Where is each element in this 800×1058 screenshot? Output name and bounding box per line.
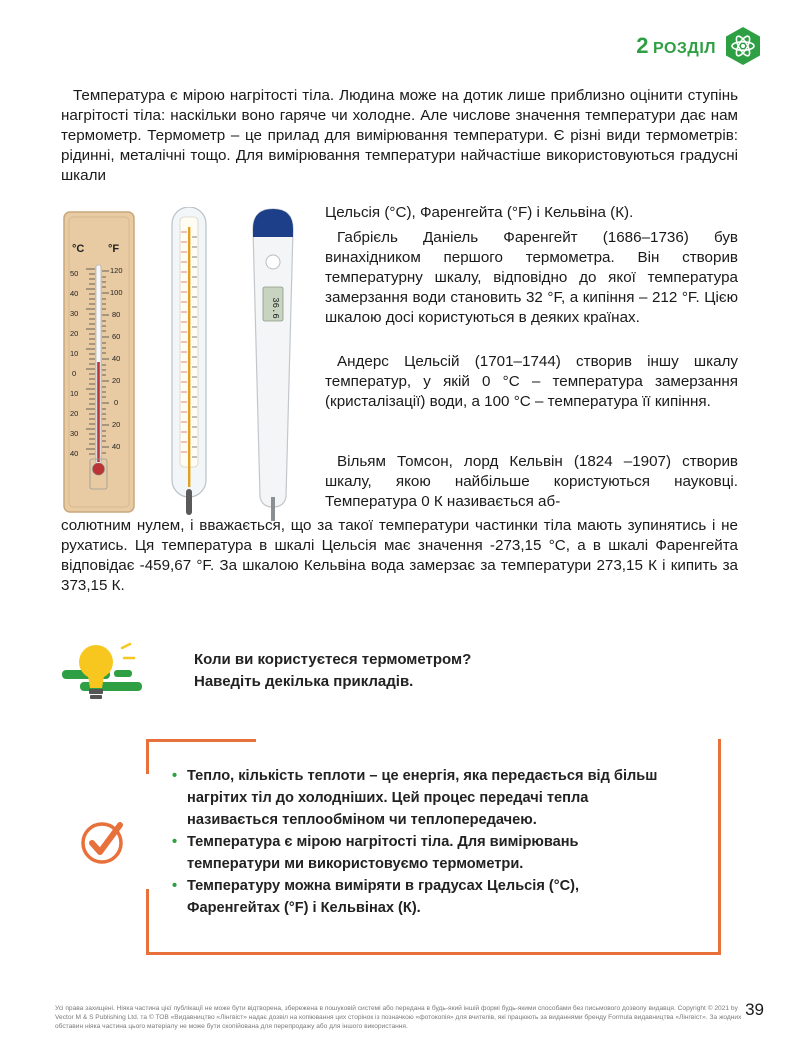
summary-item: • Температура є мірою нагрітості тіла. Для вимірювань температури ми використовуємо термометри. — [172, 831, 672, 875]
question-line-2: Наведіть декілька прикладів. — [194, 673, 414, 690]
question-line-1: Коли ви користуєтеся термометром? — [194, 651, 472, 668]
intro-paragraph: Температура є мірою нагрітості тіла. Людина може на дотик лише приблизно оцінити ступінь нагрітості тіла: наскільки воно гаряче чи холодне. Але числове значення температури дає нам термометр. Термометр – це прилад для вимірювання температури. Є різні види термометрів: рідинні, металічні тощо. Для вимірювання температури найчастіше використовуються градусні шкали — [61, 87, 738, 184]
f-tick: 100 — [110, 288, 123, 297]
checkmark-circle-icon — [80, 817, 128, 865]
wooden-thermometer — [64, 212, 134, 512]
c-tick: 30 — [70, 309, 79, 318]
f-tick: 120 — [110, 266, 123, 275]
copyright-footer: Усі права захищені. Ніяка частина цієї публікації не може бути відтворена, збережена в пошуковій системі або передана в будь-який іншій формі будь-якими способами без письмового дозволу видавця. Copyright © 2021 by Vector M & S Publishing Ltd. та © ТОВ «Видавництво «Лінгвіст» надає дозвіл на копіювання цих сторінок із позначкою «фотокопія» для вчителів, які працюють за виданнями бренду Formula видавництва «Лінгвіст». За жодних обставин ніяка частина цього матеріалу не може бути скопійована для перепродажу або для іншого використання. — [55, 1005, 742, 1030]
celsius-paragraph: Андерс Цельсій (1701–1744) створив іншу шкалу температур, у якій 0 °С – температура замерзання (кристалізації) води, а 100 °С – температура її кипіння. — [325, 353, 738, 410]
chapter-header — [636, 26, 762, 66]
celsius-label: °C — [72, 243, 85, 255]
c-tick: 20 — [70, 409, 79, 418]
fahrenheit-label: °F — [108, 243, 120, 255]
kelvin-paragraph-start: Вільям Томсон, лорд Кельвін (1824 –1907) створив шкалу, якою найбільше користуються науковці. Температура 0 К називається аб- — [325, 453, 738, 510]
chapter-label — [636, 33, 716, 59]
thermometers-figure — [60, 207, 310, 532]
chapter-word: РОЗДІЛ — [653, 40, 716, 57]
f-tick: 80 — [112, 310, 121, 319]
atom-hexagon-icon — [724, 26, 762, 66]
c-tick: 30 — [70, 429, 79, 438]
c-tick: 10 — [70, 349, 79, 358]
summary-list — [172, 765, 672, 919]
digital-thermometer — [253, 209, 293, 521]
question-block — [62, 640, 471, 702]
summary-item: • Температуру можна виміряти в градусах Цельсія (°С), Фаренгейтах (°F) і Кельвінах (К). — [172, 875, 672, 919]
digital-reading: 36.6 — [270, 297, 280, 319]
chapter-number: 2 — [636, 33, 649, 58]
f-tick: 20 — [112, 420, 121, 429]
c-tick: 10 — [70, 389, 79, 398]
lightbulb-icon — [62, 640, 162, 702]
fahrenheit-paragraph: Габрієль Даніель Фаренгейт (1686–1736) був винахідником першого термометра. Він створив температурну шкалу, відповідно до якої температура замерзання води становить 32 °F, а кипіння – 212 °F. Цією шкалою досі користуються в деяких країнах. — [325, 229, 738, 326]
f-tick: 60 — [112, 332, 121, 341]
f-tick: 40 — [112, 354, 121, 363]
c-tick: 20 — [70, 329, 79, 338]
f-tick: 0 — [114, 398, 119, 407]
c-tick: 0 — [72, 369, 77, 378]
page-number: 39 — [745, 1000, 764, 1019]
summary-item: • Тепло, кількість теплоти – це енергія, яка передається від більш нагрітих тіл до холодніших. Цей процес передачі тепла називається теплообміном чи теплопередачею. — [172, 765, 672, 831]
scales-paragraph: Цельсія (°С), Фаренгейта (°F) і Кельвіна (К). — [325, 204, 634, 221]
f-tick: 20 — [112, 376, 121, 385]
c-tick: 40 — [70, 449, 79, 458]
kelvin-paragraph-end: солютним нулем, і вважається, що за такої температури частинки тіла мають зупинятись і не рухатись. Ця температура в шкалі Цельсія має значення -273,15 °С, а в шкалі Фаренгейта відповідає -459,67 °F. За шкалою Кельвіна вода замерзає за температури 273,15 К і кипить за 373,15 К. — [61, 517, 738, 594]
c-tick: 50 — [70, 269, 79, 278]
f-tick: 40 — [112, 442, 121, 451]
c-tick: 40 — [70, 289, 79, 298]
glass-thermometer — [172, 207, 206, 515]
